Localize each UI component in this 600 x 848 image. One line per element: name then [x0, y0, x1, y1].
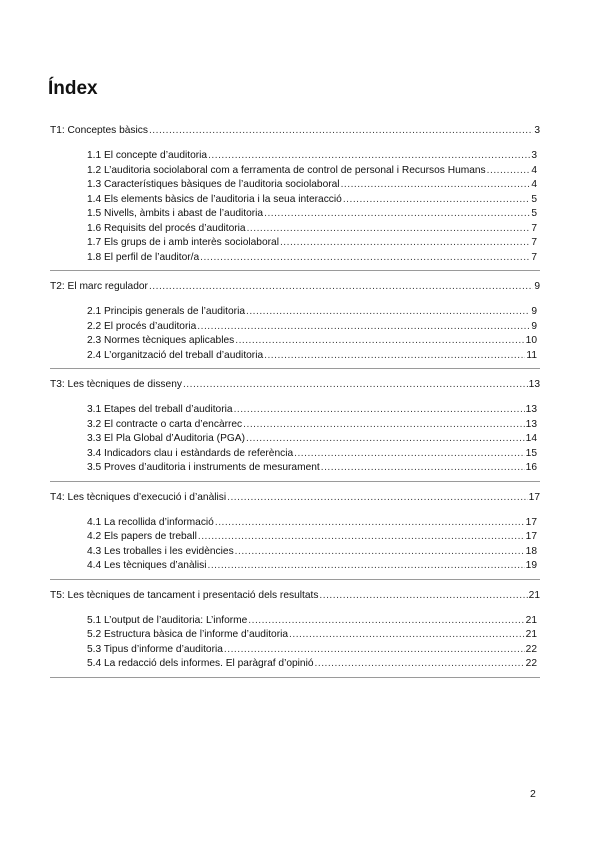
toc-item-link[interactable] — [87, 251, 537, 266]
toc-page-number: 17 — [525, 516, 537, 528]
toc-item-label: 3.4 Indicadors clau i estàndards de referència — [87, 447, 294, 459]
toc-item-label: 4.4 Les tècniques d’anàlisi — [87, 560, 207, 571]
toc-item-label: 2.4 L’organització del treball d’auditoria — [87, 349, 264, 361]
page-number: 2 — [530, 788, 536, 800]
toc-page-number: 4 — [531, 164, 537, 176]
toc-item-link[interactable] — [87, 222, 537, 237]
toc-chapter-label: T4: Les tècniques d’execució i d’anàlisi — [50, 491, 227, 503]
toc-item-link[interactable] — [87, 614, 537, 629]
dot-leader — [248, 614, 524, 629]
toc-item-label: 3.2 El contracte o carta d’encàrrec — [87, 418, 243, 430]
dot-leader — [246, 305, 530, 320]
toc-chapter-label: T2: El marc regulador — [50, 281, 148, 292]
toc-page-number: 9 — [534, 281, 540, 292]
dot-leader — [198, 530, 525, 545]
dot-leader — [243, 418, 525, 433]
toc-item-link[interactable] — [87, 545, 537, 560]
toc-page-number: 17 — [525, 531, 537, 542]
toc-page-number: 9 — [531, 320, 537, 332]
toc-page-number: 3 — [531, 150, 537, 161]
table-of-contents — [50, 124, 540, 687]
toc-item-label: 5.2 Estructura bàsica de l’informe d’auditoria — [87, 629, 289, 640]
toc-page-number: 21 — [525, 614, 537, 626]
toc-item-label: 4.1 La recollida d’informació — [87, 516, 214, 528]
toc-page-number: 17 — [528, 491, 540, 503]
toc-item-link[interactable] — [87, 559, 537, 574]
toc-item-label: 3.3 El Pla Global d’Auditoria (PGA) — [87, 433, 245, 444]
toc-page-number: 7 — [531, 251, 537, 263]
toc-item-label: 3.5 Proves d’auditoria i instruments de mesurament — [87, 462, 320, 473]
toc-item-link[interactable] — [87, 643, 537, 658]
dot-leader — [235, 334, 524, 349]
toc-item-link[interactable] — [87, 403, 537, 418]
toc-item-link[interactable] — [87, 530, 537, 545]
toc-item-link[interactable] — [87, 149, 537, 164]
toc-section-t5 — [50, 589, 540, 678]
toc-item-label: 1.8 El perfil de l’auditor/a — [87, 251, 200, 263]
toc-item-link[interactable] — [87, 447, 537, 462]
toc-item-link[interactable] — [87, 461, 537, 476]
dot-leader — [224, 643, 525, 658]
dot-leader — [208, 559, 525, 574]
toc-page-number: 10 — [525, 335, 537, 346]
toc-item-label: 1.6 Requisits del procés d’auditoria — [87, 222, 246, 234]
toc-section-t4 — [50, 491, 540, 580]
toc-item-link[interactable] — [87, 164, 537, 179]
toc-page-number: 21 — [528, 589, 540, 601]
dot-leader — [149, 124, 533, 138]
toc-page-number: 13 — [525, 418, 537, 430]
toc-item-label: 4.2 Els papers de treball — [87, 531, 197, 542]
toc-item-label: 3.1 Etapes del treball d’auditoria — [87, 404, 233, 415]
toc-page-number: 21 — [525, 629, 537, 640]
toc-page-number: 4 — [531, 179, 537, 190]
toc-page-number: 16 — [525, 462, 537, 473]
dot-leader — [294, 447, 525, 462]
page-title: Índex — [48, 78, 98, 99]
toc-item-label: 1.7 Els grups de i amb interès sociolaboral — [87, 237, 279, 248]
toc-section-t3 — [50, 378, 540, 482]
toc-page-number: 5 — [531, 193, 537, 205]
toc-page-number: 22 — [525, 658, 537, 669]
dot-leader — [321, 461, 525, 476]
toc-item-link[interactable] — [87, 516, 537, 531]
toc-item-link[interactable] — [87, 320, 537, 335]
dot-leader — [215, 516, 525, 531]
toc-item-link[interactable] — [87, 236, 537, 251]
toc-page-number: 18 — [525, 545, 537, 557]
dot-leader — [227, 491, 528, 505]
toc-item-label: 2.3 Normes tècniques aplicables — [87, 335, 235, 346]
dot-leader — [208, 149, 530, 164]
toc-item-label: 2.2 El procés d’auditoria — [87, 320, 197, 332]
dot-leader — [341, 178, 531, 193]
dot-leader — [234, 403, 525, 418]
toc-chapter-link[interactable] — [50, 378, 540, 392]
toc-item-list — [50, 614, 540, 672]
toc-section-t2 — [50, 280, 540, 369]
toc-page-number: 11 — [526, 349, 537, 361]
toc-chapter-link[interactable] — [50, 124, 540, 138]
toc-item-label: 5.4 La redacció dels informes. El paràgraf d’opinió — [87, 658, 314, 669]
toc-page-number: 22 — [525, 643, 537, 655]
toc-page-number: 7 — [531, 237, 537, 248]
toc-item-label: 1.2 L’auditoria sociolaboral com a ferramenta de control de personal i Recursos Humans — [87, 164, 486, 176]
toc-item-link[interactable] — [87, 628, 537, 643]
toc-page-number: 14 — [525, 433, 537, 444]
toc-chapter-label: T1: Conceptes bàsics — [50, 125, 148, 136]
toc-item-link[interactable] — [87, 305, 537, 320]
toc-item-label: 2.1 Principis generals de l’auditoria — [87, 306, 245, 317]
dot-leader — [246, 432, 525, 447]
dot-leader — [149, 280, 533, 294]
toc-item-list — [50, 149, 540, 265]
toc-item-link[interactable] — [87, 657, 537, 672]
toc-page-number: 19 — [525, 560, 537, 571]
dot-leader — [315, 657, 525, 672]
toc-item-label: 4.3 Les troballes i les evidències — [87, 545, 234, 557]
toc-item-list — [50, 516, 540, 574]
toc-page-number: 15 — [525, 447, 537, 459]
toc-item-link[interactable] — [87, 334, 537, 349]
toc-item-link[interactable] — [87, 349, 537, 364]
toc-item-label: 1.4 Els elements bàsics de l’auditoria i la seua interacció — [87, 193, 342, 205]
toc-item-link[interactable] — [87, 178, 537, 193]
dot-leader — [487, 164, 531, 179]
dot-leader — [200, 251, 530, 266]
dot-leader — [183, 378, 528, 392]
toc-item-list — [50, 305, 540, 363]
toc-item-label: 5.1 L’output de l’auditoria: L’informe — [87, 614, 248, 626]
toc-section-t1 — [50, 124, 540, 271]
toc-chapter-link[interactable] — [50, 280, 540, 294]
toc-page-number: 13 — [525, 404, 537, 415]
toc-item-label: 5.3 Tipus d’informe d’auditoria — [87, 643, 223, 655]
dot-leader — [289, 628, 525, 643]
toc-chapter-link[interactable] — [50, 589, 540, 603]
toc-item-label: 1.5 Nivells, àmbits i abast de l’auditoria — [87, 208, 264, 219]
dot-leader — [247, 222, 531, 237]
dot-leader — [197, 320, 530, 335]
toc-chapter-label: T5: Les tècniques de tancament i presentació dels resultats — [50, 589, 319, 601]
dot-leader — [280, 236, 530, 251]
toc-page-number: 5 — [531, 208, 537, 219]
dot-leader — [319, 589, 527, 603]
toc-chapter-label: T3: Les tècniques de disseny — [50, 379, 182, 390]
dot-leader — [264, 207, 530, 222]
toc-item-link[interactable] — [87, 418, 537, 433]
toc-item-list — [50, 403, 540, 476]
dot-leader — [264, 349, 525, 364]
toc-item-link[interactable] — [87, 207, 537, 222]
toc-chapter-link[interactable] — [50, 491, 540, 505]
toc-item-label: 1.1 El concepte d’auditoria — [87, 150, 208, 161]
toc-item-link[interactable] — [87, 193, 537, 208]
toc-item-link[interactable] — [87, 432, 537, 447]
toc-page-number: 3 — [534, 125, 540, 136]
toc-page-number: 13 — [528, 379, 540, 390]
dot-leader — [235, 545, 525, 560]
toc-item-label: 1.3 Característiques bàsiques de l’auditoria sociolaboral — [87, 179, 340, 190]
dot-leader — [343, 193, 531, 208]
toc-page-number: 9 — [531, 306, 537, 317]
toc-page-number: 7 — [531, 222, 537, 234]
